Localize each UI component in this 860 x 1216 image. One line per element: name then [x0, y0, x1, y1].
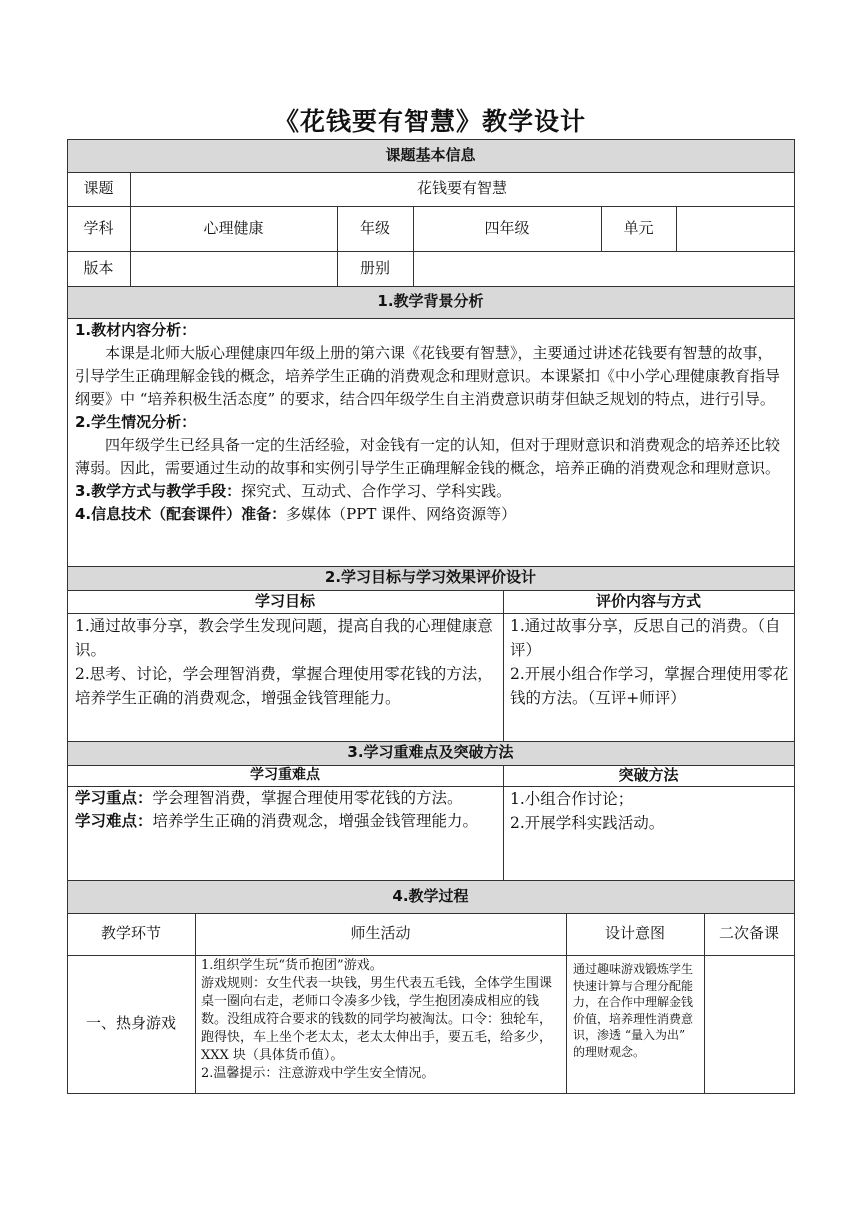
- topic-value: 花钱要有智慧: [416, 179, 507, 198]
- keypoints-points: [75, 787, 499, 833]
- goal-1: 1.通过故事分享，教会学生发现问题，提高自我的心理健康意识。: [75, 617, 493, 659]
- process-col-second: 二次备课: [718, 924, 779, 943]
- process-header: 4.教学过程: [392, 886, 469, 905]
- page-title: 《花钱要有智慧》教学设计: [273, 107, 586, 136]
- topic-label: 课题: [83, 179, 114, 198]
- warmup-activity: [201, 957, 562, 1083]
- edition-value: [130, 251, 337, 286]
- objectives-evaluation: [510, 614, 790, 710]
- grade-label: 年级: [359, 218, 390, 237]
- subject-value: 心理健康: [203, 218, 264, 237]
- difficulty-label: 学习难点：: [75, 812, 153, 830]
- material-analysis-heading: 1.教材内容分析：: [75, 321, 197, 339]
- evaluation-2: 2.开展小组合作学习，掌握合理使用零花钱的方法。（互评+师评）: [510, 665, 789, 707]
- objectives-col-goals: 学习目标: [254, 591, 315, 610]
- teaching-method-text: 探究式、互动式、合作学习、学科实践。: [241, 482, 512, 500]
- objectives-header: 2.学习目标与学习效果评价设计: [324, 568, 537, 587]
- method-2: 2.开展学科实践活动。: [510, 814, 665, 832]
- student-analysis-heading: 2.学生情况分析：: [75, 413, 197, 431]
- student-analysis-text: 四年级学生已经具备一定的生活经验，对金钱有一定的认知，但对于理财意识和消费观念的培养还比较薄弱。因此，需要通过生动的故事和实例引导学生正确理解金钱的概念，培养正确的消费观念和理财意识。: [75, 436, 781, 477]
- keypoints-col-methods: 突破方法: [618, 765, 679, 784]
- warmup-activity-3: 2.温馨提示：注意游戏中学生安全情况。: [201, 1066, 435, 1081]
- unit-label: 单元: [623, 218, 654, 237]
- method-1: 1.小组合作讨论；: [510, 790, 634, 808]
- subject-label: 学科: [83, 218, 114, 237]
- warmup-intent: 通过趣味游戏锻炼学生快速计算与合理分配能力，在合作中理解金钱价值，培养理性消费意识，渗透 “量入为出” 的理财观念。: [573, 962, 694, 1059]
- stage-warmup: 一、热身游戏: [85, 1014, 176, 1033]
- objectives-col-evaluation: 评价内容与方式: [595, 591, 701, 610]
- goal-2: 2.思考、讨论，学会理智消费，掌握合理使用零花钱的方法，培养学生正确的消费观念，增强金钱管理能力。: [75, 665, 493, 707]
- grade-value: 四年级: [484, 218, 530, 237]
- it-prep-text: 多媒体（PPT 课件、网络资源等）: [286, 505, 517, 523]
- process-col-stage: 教学环节: [100, 924, 161, 943]
- unit-value: [676, 206, 794, 251]
- keypoints-col-points: 学习重难点: [250, 767, 320, 784]
- basic-info-header: 课题基本信息: [385, 145, 476, 164]
- warmup-activity-2: 游戏规则：女生代表一块钱，男生代表五毛钱，全体学生围课桌一圈向右走，老师口令凑多少钱，学生抱团凑成相应的钱数。没组成符合要求的钱数的同学均被淘汰。口令：独轮车，跑得快，车上坐个老太太，老太太伸出手，要五毛，给多少，XXX 块（具体货币值）。: [201, 976, 553, 1063]
- volume-value: [413, 251, 794, 286]
- process-col-intent: 设计意图: [604, 924, 665, 943]
- volume-label: 册别: [359, 258, 390, 277]
- objectives-goals: [75, 614, 497, 710]
- it-prep-heading: 4.信息技术（配套课件）准备：: [75, 505, 287, 523]
- material-analysis-text: 本课是北师大版心理健康四年级上册的第六课《花钱要有智慧》，主要通过讲述花钱要有智慧的故事，引导学生正确理解金钱的概念，培养学生正确的消费观念和理财意识。本课紧扣《中小学心理健康教育指导纲要》中 “培养积极生活态度” 的要求，结合四年级学生自主消费意识萌芽但缺乏规划的特点，进行引导。: [75, 344, 781, 408]
- keypoints-methods: [510, 787, 790, 835]
- evaluation-1: 1.通过故事分享，反思自己的消费。（自评）: [510, 617, 781, 659]
- edition-label: 版本: [83, 258, 114, 277]
- teaching-method-heading: 3.教学方式与教学手段：: [75, 482, 242, 500]
- background-content: [75, 319, 787, 526]
- warmup-activity-1: 1.组织学生玩“货币抱团”游戏。: [201, 958, 383, 973]
- process-col-activity: 师生活动: [350, 924, 411, 943]
- keypoints-header: 3.学习重难点及突破方法: [347, 743, 514, 762]
- difficulty-text: 培养学生正确的消费观念，增强金钱管理能力。: [152, 812, 479, 830]
- focus-label: 学习重点：: [75, 789, 153, 807]
- focus-text: 学会理智消费，掌握合理使用零花钱的方法。: [152, 789, 463, 807]
- background-header: 1.教学背景分析: [377, 292, 484, 311]
